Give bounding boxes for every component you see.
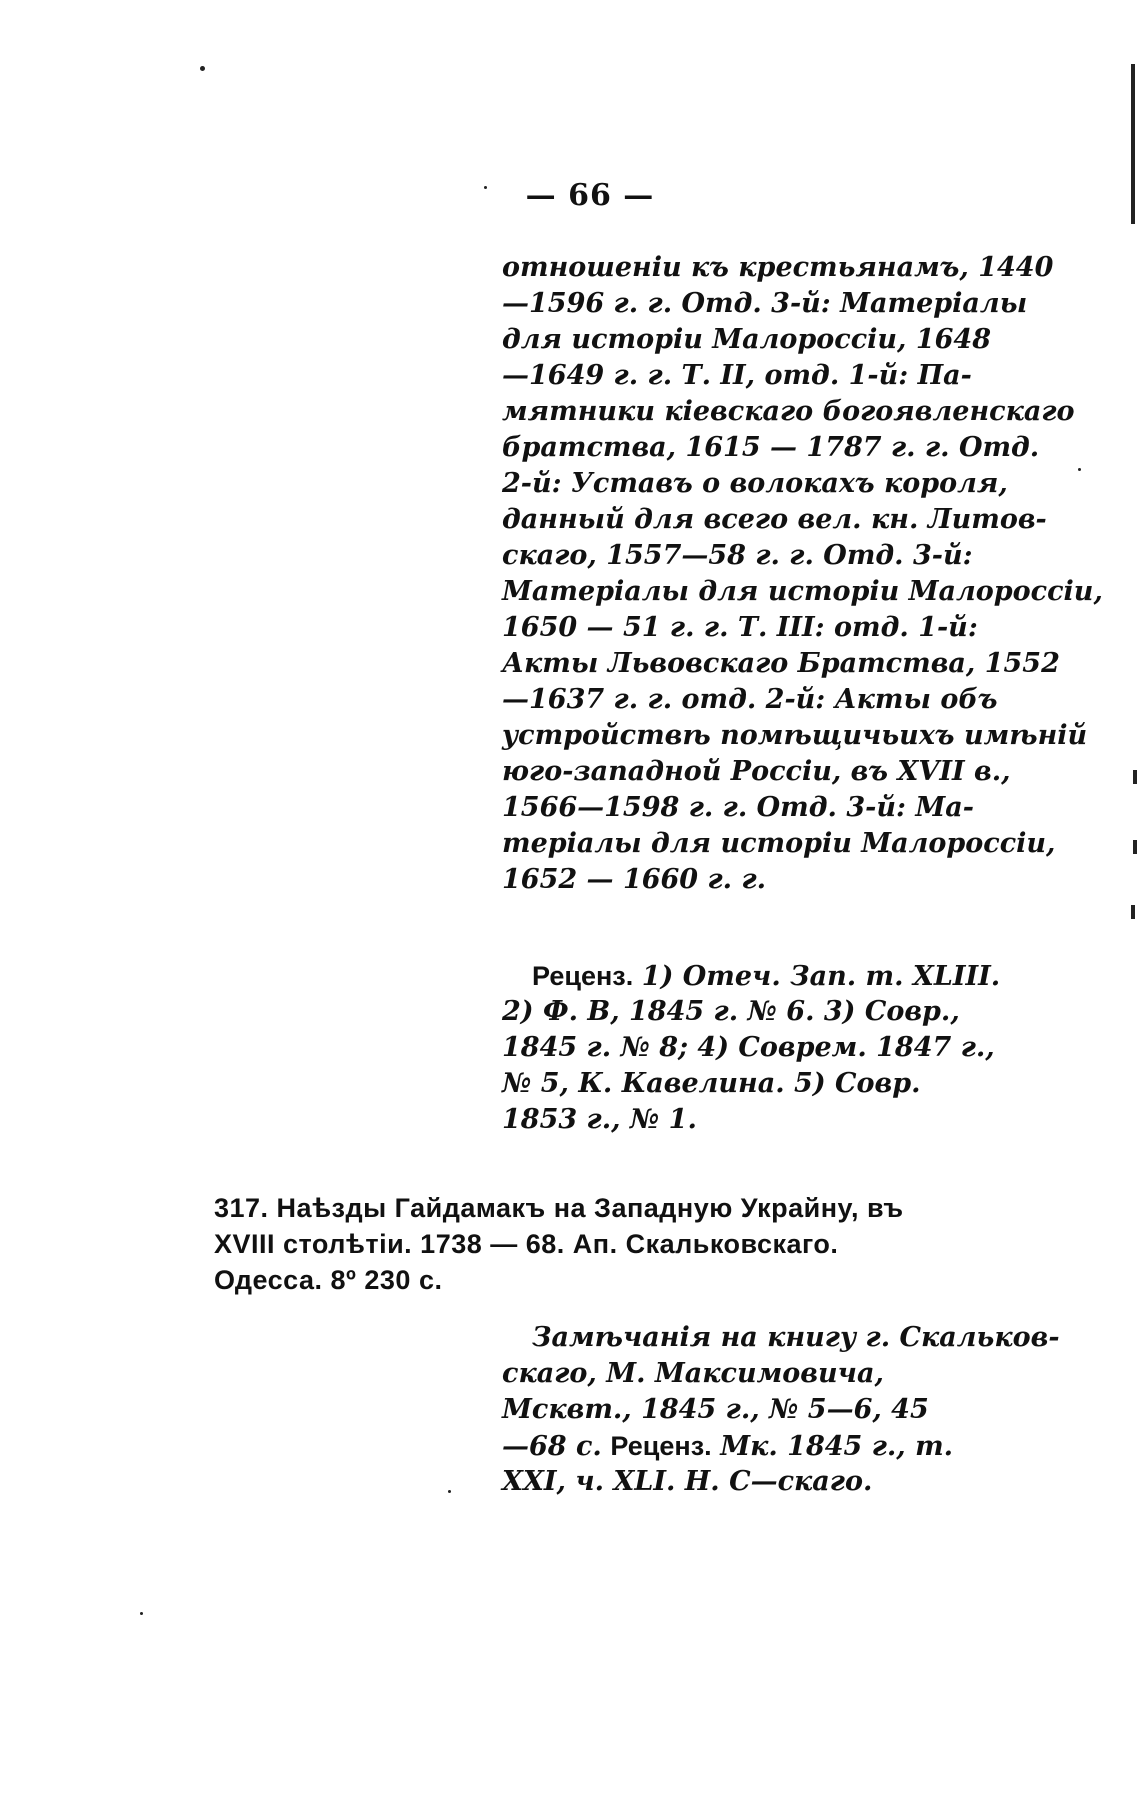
text-line: мятники кіевскаго богоявленскаго xyxy=(502,396,1075,427)
text-line: 1650 — 51 г. г. Т. III: отд. 1-й: xyxy=(502,612,978,643)
scan-speck xyxy=(140,1612,143,1615)
scan-edge-shadow xyxy=(1131,64,1135,224)
entry-line: 317. Наѣзды Гайдамакъ на Западную Украйну, въ xyxy=(214,1193,904,1223)
text-line: Матеріалы для исторіи Малороссіи, xyxy=(502,576,1103,607)
text-line: юго-западной Россіи, въ XVII в., xyxy=(502,756,1011,787)
entry-line: Одесса. 8º 230 с. xyxy=(214,1265,443,1295)
review-text: 1) Отеч. Зап. т. XLIII. xyxy=(641,961,1001,992)
text-line: данный для всего вел. кн. Литов- xyxy=(502,504,1047,535)
review-label: Реценз. xyxy=(532,961,634,991)
entry-line: XVIII столѣтіи. 1738 — 68. Ап. Скальковскаго. xyxy=(214,1229,839,1259)
text-line: скаго, 1557—58 г. г. Отд. 3-й: xyxy=(502,540,973,571)
text-line: XXI, ч. XLI. Н. С—скаго. xyxy=(502,1466,873,1497)
scan-edge-mark xyxy=(1133,770,1137,784)
text-line: 1853 г., № 1. xyxy=(502,1104,697,1135)
text-line: отношеніи къ крестьянамъ, 1440 xyxy=(502,252,1054,283)
remarks-review-line xyxy=(502,1428,953,1465)
scan-speck xyxy=(200,66,205,71)
text-line: Акты Львовскаго Братства, 1552 xyxy=(502,648,1060,679)
text-fragment: —68 с. xyxy=(502,1431,602,1462)
review-first-line xyxy=(532,958,1000,995)
text-line: —1637 г. г. отд. 2-й: Акты объ xyxy=(502,684,998,715)
page-number: — 66 — xyxy=(525,178,655,213)
scan-speck xyxy=(484,186,487,189)
text-line: устройствѣ помѣщичьихъ имѣній xyxy=(502,720,1088,751)
scan-edge-mark xyxy=(1131,905,1135,919)
text-line: 1566—1598 г. г. Отд. 3-й: Ма- xyxy=(502,792,974,823)
text-fragment: Мк. 1845 г., т. xyxy=(720,1431,954,1462)
text-line: № 5, К. Кавелина. 5) Совр. xyxy=(502,1068,921,1099)
text-line: скаго, М. Максимовича, xyxy=(502,1358,884,1389)
scan-speck xyxy=(1078,468,1081,471)
text-line: Мсквт., 1845 г., № 5—6, 45 xyxy=(502,1394,929,1425)
text-line: 1845 г. № 8; 4) Соврем. 1847 г., xyxy=(502,1032,995,1063)
text-line: 1652 — 1660 г. г. xyxy=(502,864,767,895)
text-line: 2) Ф. В, 1845 г. № 6. 3) Совр., xyxy=(502,996,960,1027)
text-line: теріалы для исторіи Малороссіи, xyxy=(502,828,1056,859)
review-label: Реценз. xyxy=(610,1431,712,1461)
scan-speck xyxy=(448,1490,451,1493)
text-line: для исторіи Малороссіи, 1648 xyxy=(502,324,991,355)
text-line: Замѣчанія на книгу г. Скальков- xyxy=(532,1322,1060,1353)
text-line: братства, 1615 — 1787 г. г. Отд. xyxy=(502,432,1040,463)
scan-edge-mark xyxy=(1133,840,1137,854)
text-line: —1649 г. г. Т. II, отд. 1-й: Па- xyxy=(502,360,972,391)
text-line: 2-й: Уставъ о волокахъ короля, xyxy=(502,468,1008,499)
text-line: —1596 г. г. Отд. 3-й: Матеріалы xyxy=(502,288,1028,319)
